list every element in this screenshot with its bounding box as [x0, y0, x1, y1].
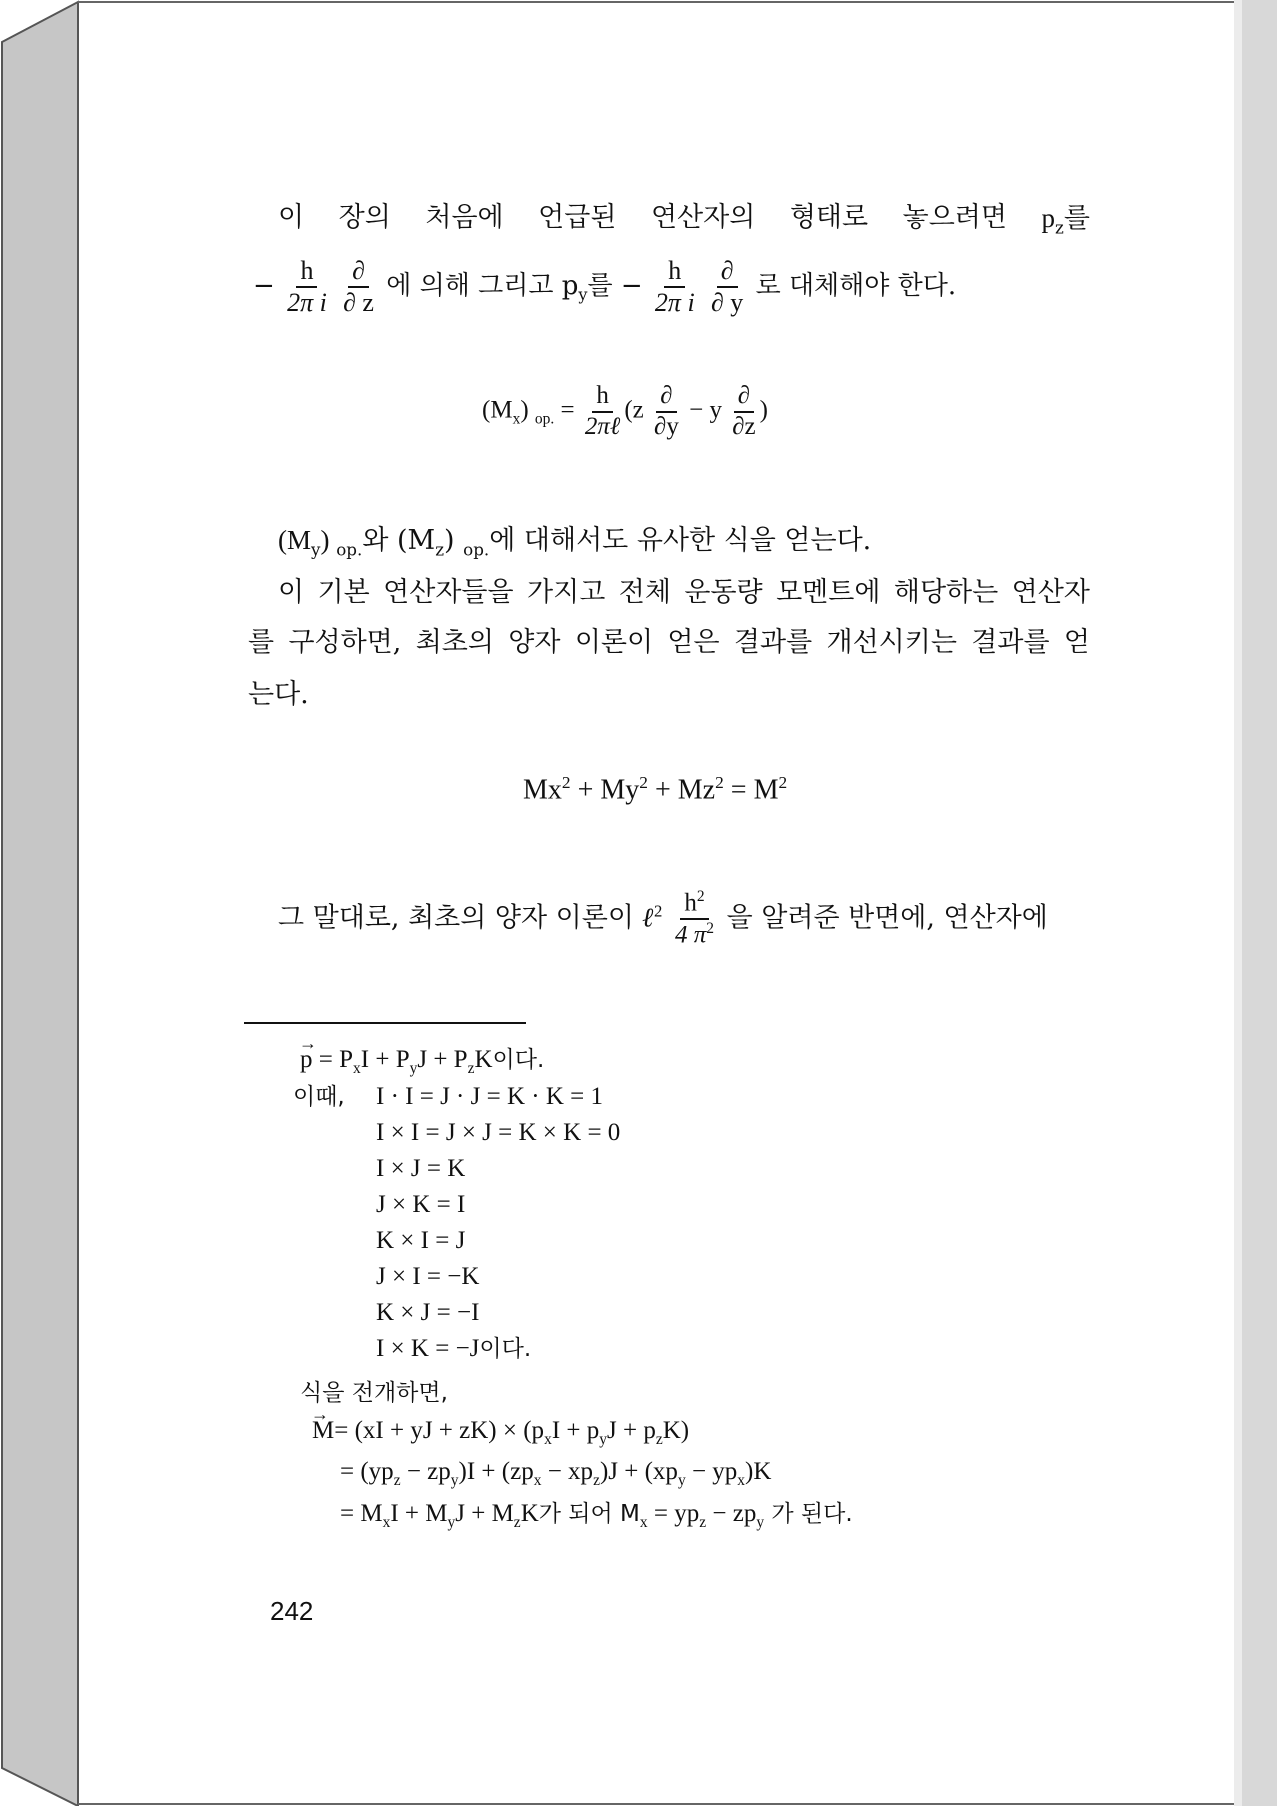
- footnote-m-line1: → M= (xI + yJ + $zK) \times (p_xI + p_yJ + p_zK)$: [312, 1416, 689, 1455]
- fraction-h2-over-4pi2: $\frac{h^2}{4 \pi^2}$: [675, 888, 715, 949]
- paragraph2-line4: 는다.: [248, 679, 309, 710]
- paragraph1-line2: − $\frac{h}{\text{2π i}}$ $\frac{\partial}{\partial z}$ 에 의해 그리고 $p_y$를 − $\frac{h}{\text{2π i}}$ $\frac{\partial}{\partial y}$ 로 대체해야 한다.: [253, 256, 957, 317]
- word: 이: [278, 202, 305, 233]
- equation-m-squared: $Mx^2 + My^2 + Mz^2 = M^2$: [523, 773, 788, 806]
- footnote-divider: [244, 1022, 526, 1024]
- word: 처음에: [425, 202, 504, 233]
- word: 언급된: [538, 202, 617, 233]
- fraction-partial-dz: $\frac{\partial}{\partial z}$: [732, 382, 756, 440]
- fraction-partial-dy: $\frac{\partial}{\partial y}$: [653, 382, 679, 440]
- footnote-rule-3: I × J = K: [376, 1155, 466, 1182]
- paragraph2-line1: $(M_y)$ $_{op.}$와 $(M_z)$ $_{op.}$에 대해서도 유사한 식을 얻는다.: [278, 525, 872, 560]
- word: 놓으려면: [902, 202, 1007, 233]
- fraction-partial-dy: $\frac{\partial}{\partial y}$: [710, 256, 744, 317]
- word: 연산자의: [650, 202, 756, 233]
- footnote-m-line2: = $(yp_z - zp_y)I + (zp_x - xp_z)J + (xp_y - yp_x)K$: [340, 1458, 772, 1489]
- footnote-rule-8: I × K = −J이다.: [376, 1335, 532, 1362]
- paragraph1-line1: [278, 201, 1090, 244]
- footnote-rule-2: I × I = J × J = K × K = 0: [376, 1119, 621, 1146]
- footnote-rule-5: K × I = J: [376, 1227, 466, 1254]
- footnote-rule-1: I · I = J · J = K · K = 1: [376, 1083, 603, 1110]
- fraction-h-over-2pi-l: $\frac{h}{\text{2πℓ}}$: [584, 382, 621, 440]
- fraction-partial-dz: $\frac{\partial}{\partial z}$: [343, 256, 374, 317]
- fraction-h-over-2pi-i: $\frac{h}{\text{2π i}}$: [287, 256, 327, 317]
- paragraph2-line2: 이 기본 연산자들을 가지고 전체 운동량 모멘트에 해당하는 연산자: [278, 577, 1090, 608]
- footnote-rule-7: K × J = −I: [376, 1299, 480, 1326]
- footnote-rule-6: J × I = −K: [376, 1263, 480, 1290]
- footnote-m-line3: = $M_xI + M_yJ + M_zK$가 되어 $M_x = yp_z - zp_y$ 가 된다.: [340, 1500, 853, 1531]
- footnote-expand-label: 식을 전개하면,: [300, 1380, 448, 1406]
- page-number: 242: [270, 1596, 314, 1626]
- pz-word: $p_z$를: [1041, 203, 1090, 238]
- footnote-p-definition: → $p = P_xI + P_yJ + P_zK$이다.: [300, 1045, 544, 1084]
- footnote-rule-4: J × K = I: [376, 1191, 466, 1218]
- paragraph3-line1: 그 말대로, 최초의 양자 이론이 ℓ$^2$ $\frac{h^2}{4 \pi^2}$ 을 알려준 반면에, 연산자에: [278, 888, 1048, 949]
- equation-mx-operator: $(M_x) _{op.}$ = $\frac{h}{\text{2πℓ}}$ (z $\frac{\partial}{\partial y}$ − y $\frac{\partial}{\partial z}$ ): [482, 382, 768, 440]
- footnote-when-label: 이때,: [293, 1084, 345, 1110]
- word: 형태로: [789, 202, 869, 233]
- fraction-h-over-2pi-i: $\frac{h}{\text{2π i}}$: [654, 256, 695, 317]
- word: 장의: [338, 202, 391, 233]
- paragraph2-line3: 를 구성하면, 최초의 양자 이론이 얻은 결과를 개선시키는 결과를 얻: [248, 627, 1090, 658]
